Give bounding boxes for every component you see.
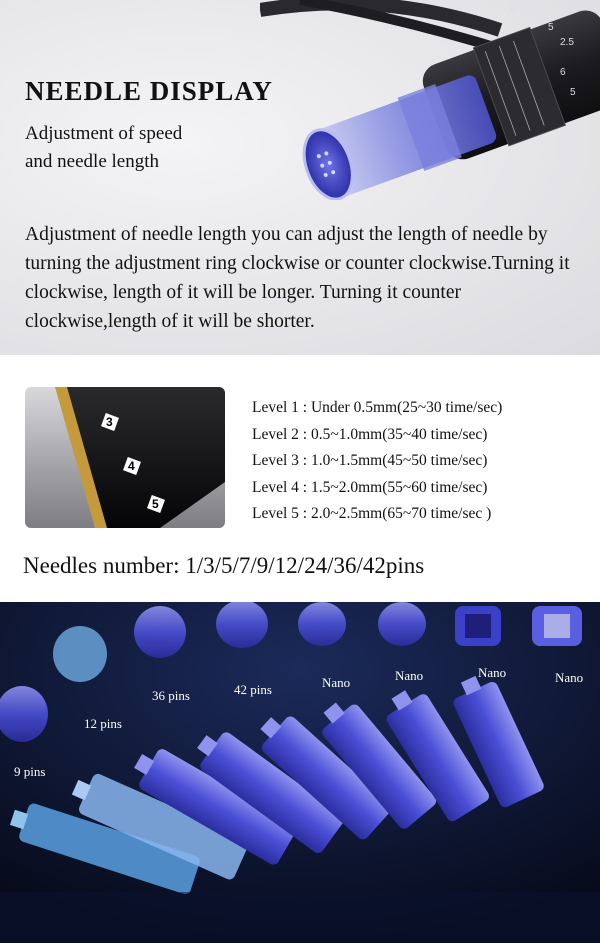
subtitle-line: Adjustment of speed <box>25 123 183 144</box>
section-subtitle <box>25 120 182 176</box>
label-nano: Nano <box>322 675 351 690</box>
dial-digit: 2.5 <box>560 37 574 48</box>
needle-display-hero <box>0 0 600 355</box>
needles-number-heading: Needles number: 1/3/5/7/9/12/24/36/42pins <box>23 553 425 578</box>
label-nano: Nano <box>395 668 424 683</box>
cartridges-illustration <box>0 602 600 943</box>
section-title: NEEDLE DISPLAY <box>25 76 273 106</box>
pen-level-number: 3 <box>106 415 113 429</box>
adjustment-description: Adjustment of needle length you can adjust the length of needle by turning the adjustment ring clockwise or counter clockwise.Turning it clockwise, length of it will be longer. Turning it counter clockwise,length of it will be shorter. <box>25 224 570 332</box>
speed-levels-section <box>0 355 600 545</box>
level-item: Level 4 : 1.5~2.0mm(55~60 time/sec) <box>252 478 488 496</box>
level-item: Level 5 : 2.0~2.5mm(65~70 time/sec ) <box>252 505 492 522</box>
level-item: Level 1 : Under 0.5mm(25~30 time/sec) <box>252 399 503 416</box>
pen-tip-device-image <box>260 0 600 200</box>
subtitle-line: and needle length <box>25 151 160 172</box>
level-item: Level 3 : 1.0~1.5mm(45~50 time/sec) <box>252 452 488 469</box>
needle-cartridges-photo <box>0 602 600 943</box>
label-9-pins: 9 pins <box>14 764 46 779</box>
dial-digit: 5 <box>570 87 576 98</box>
pen-level-ring-image <box>25 387 225 528</box>
pen-level-number: 4 <box>128 459 135 473</box>
label-12-pins: 12 pins <box>84 716 122 731</box>
dial-digit: 0 <box>510 4 516 15</box>
label-nano: Nano <box>555 670 584 685</box>
levels-list <box>252 395 502 528</box>
pen-level-number: 5 <box>152 497 159 511</box>
label-42-pins: 42 pins <box>234 682 272 697</box>
dial-digit: 5 <box>548 22 554 33</box>
label-36-pins: 36 pins <box>152 688 190 703</box>
dial-digit: 6 <box>560 67 566 78</box>
label-nano: Nano <box>478 665 507 680</box>
level-item: Level 2 : 0.5~1.0mm(35~40 time/sec) <box>252 425 488 443</box>
